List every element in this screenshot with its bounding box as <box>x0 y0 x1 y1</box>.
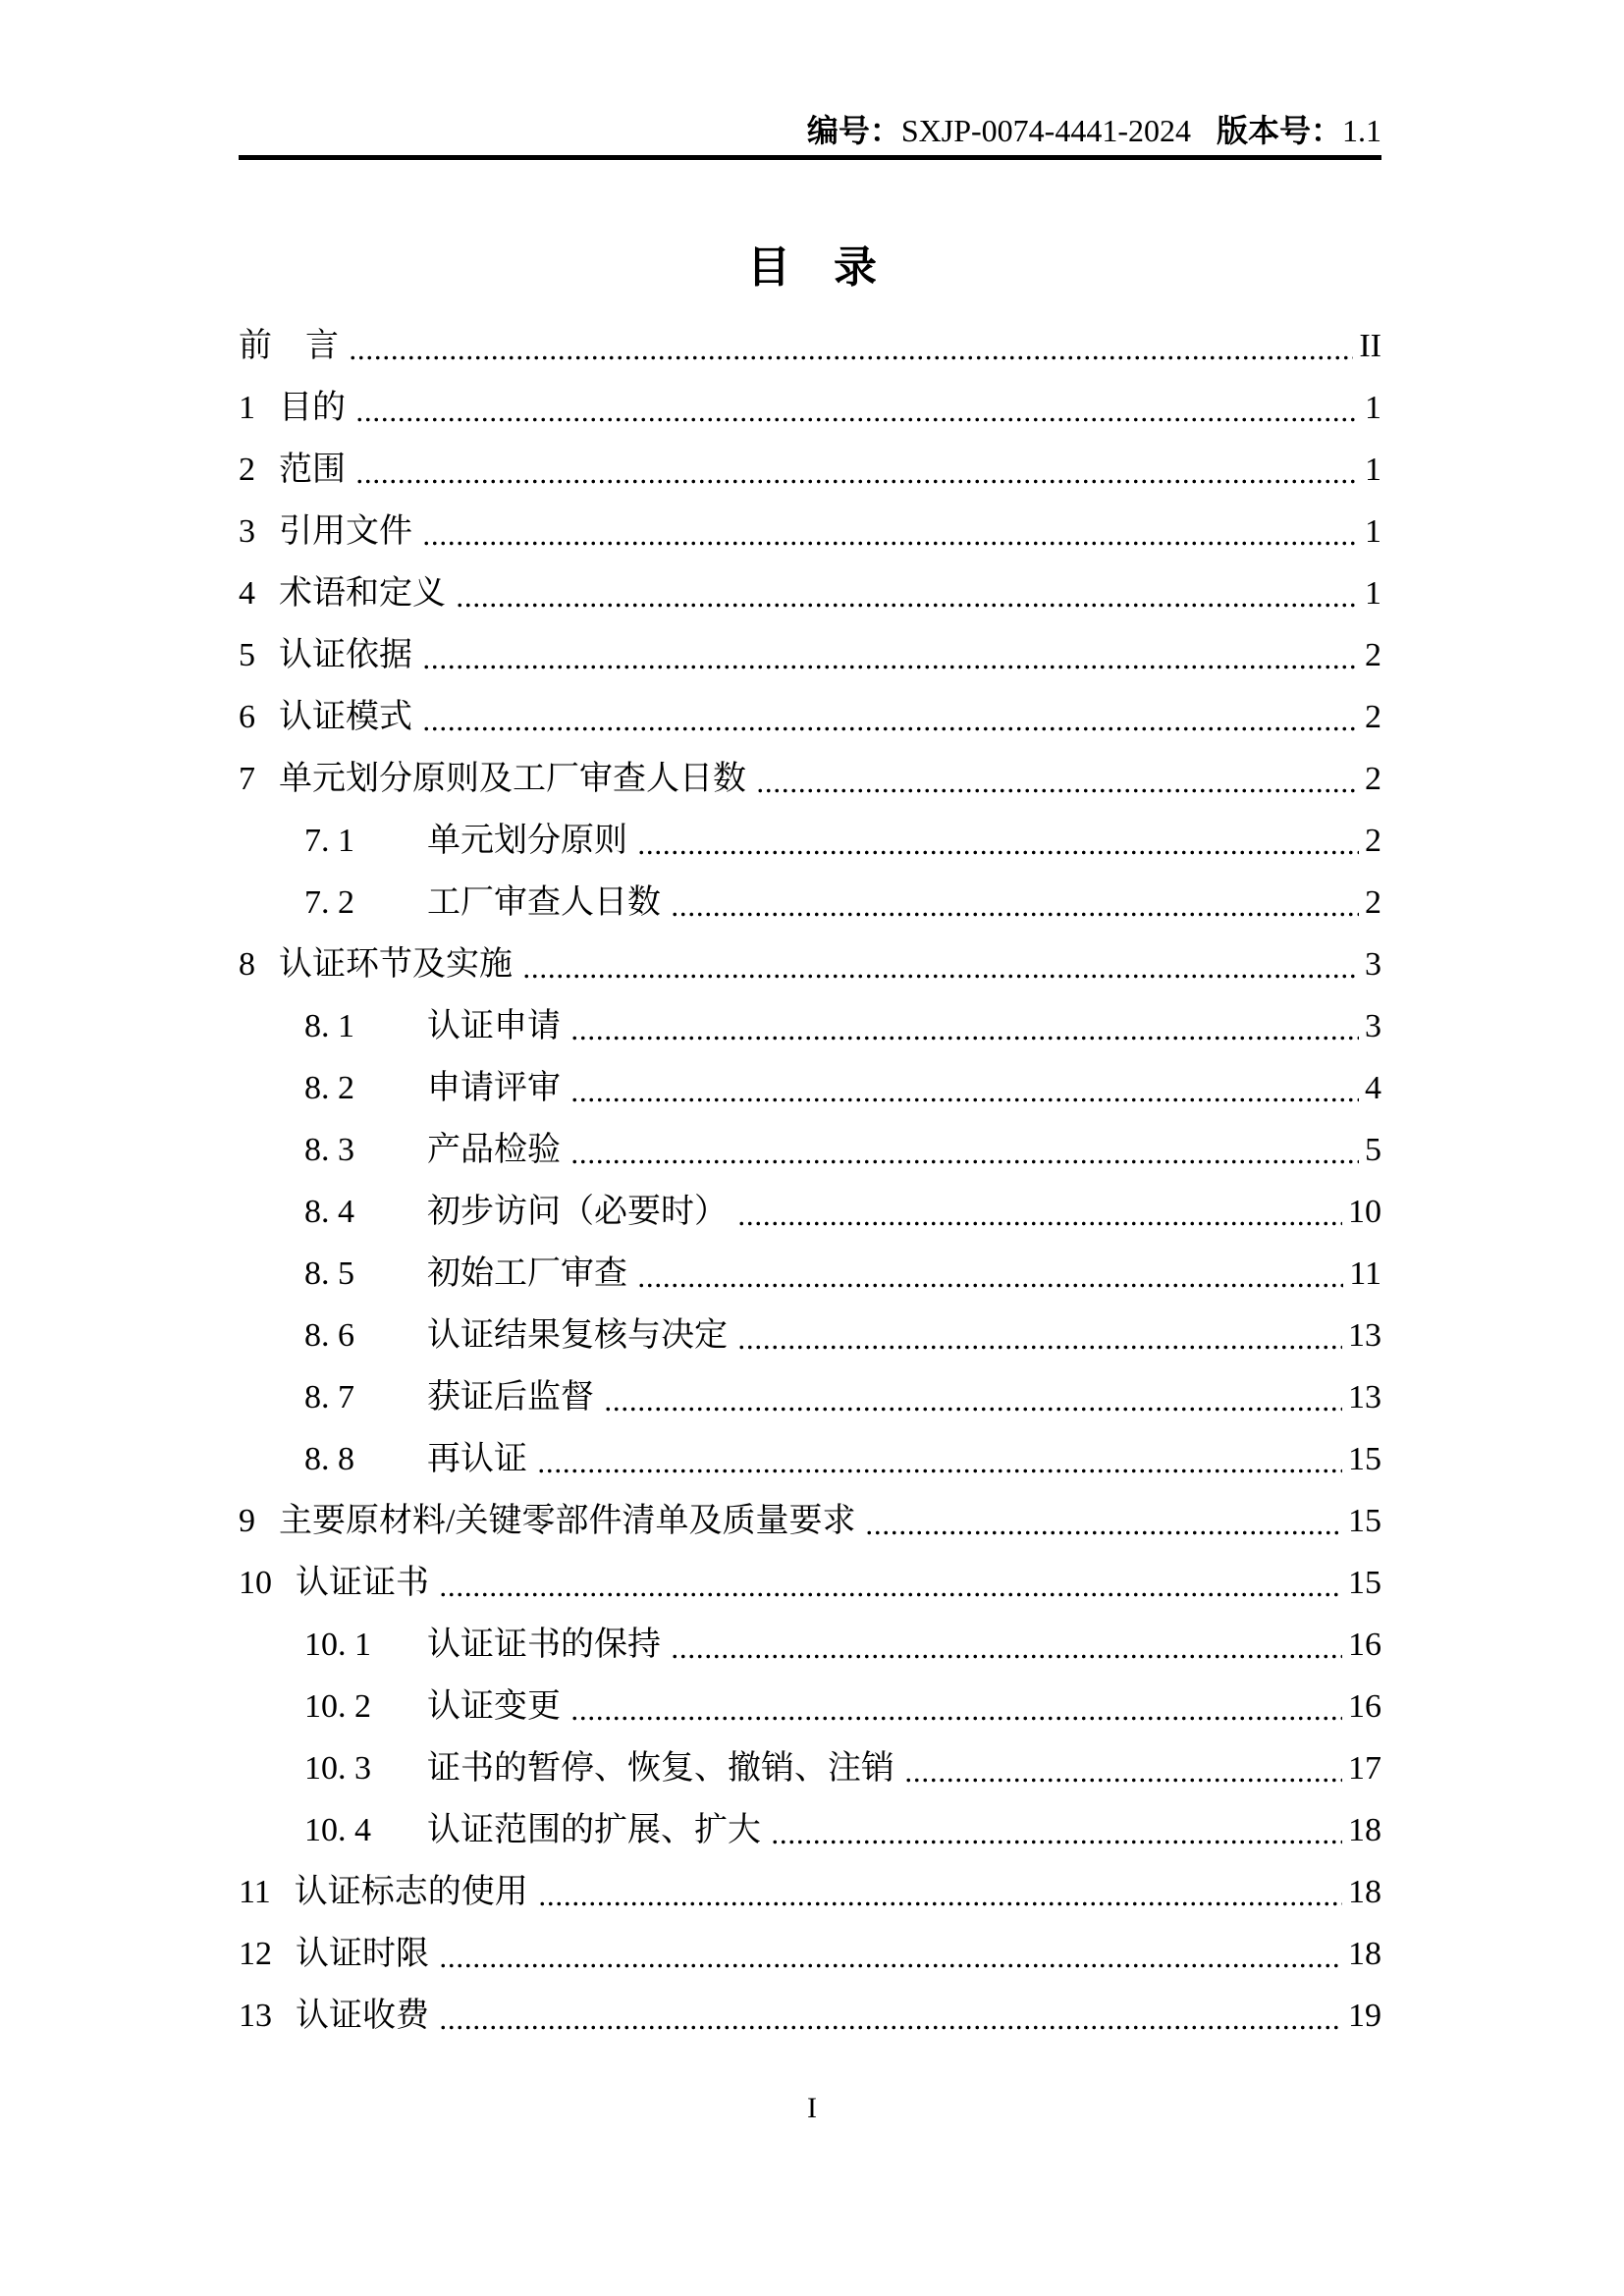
toc-entry-title: 再认证 <box>427 1441 527 1477</box>
toc-entry-page: 2 <box>1365 637 1381 673</box>
toc-entry-number: 8. 6 <box>304 1317 354 1354</box>
page-title: 目 录 <box>747 243 877 292</box>
toc-entry-page: 1 <box>1365 390 1381 426</box>
toc-entry-page: 2 <box>1365 761 1381 797</box>
toc-entry-page: 13 <box>1348 1317 1381 1354</box>
toc-entry-page: 19 <box>1348 1998 1381 2034</box>
toc-entry-title: 认证申请 <box>427 1008 561 1044</box>
dot-leader <box>570 1159 1359 1164</box>
dot-leader <box>349 355 1353 360</box>
toc-entry-page: 13 <box>1348 1379 1381 1415</box>
toc-entry <box>239 1304 1381 1365</box>
toc-entry <box>239 871 1381 933</box>
toc-entry-page: 2 <box>1365 884 1381 921</box>
toc-entry-title: 认证结果复核与决定 <box>427 1317 728 1354</box>
toc-entry-page: 5 <box>1365 1132 1381 1168</box>
dot-leader <box>671 912 1359 917</box>
toc-entry-number: 10 <box>239 1565 272 1601</box>
toc-entry-page: 15 <box>1348 1503 1381 1539</box>
toc-entry <box>239 1613 1381 1675</box>
dot-leader <box>604 1407 1342 1412</box>
dot-leader <box>756 788 1359 793</box>
toc-entry <box>239 1365 1381 1427</box>
dot-leader <box>456 603 1359 608</box>
toc-entry-page: 3 <box>1365 1008 1381 1044</box>
toc-entry <box>239 314 1381 376</box>
toc-entry-page: 1 <box>1365 513 1381 550</box>
dot-leader <box>422 665 1359 669</box>
dot-leader <box>439 1592 1342 1597</box>
toc-entry-number: 10. 1 <box>304 1627 371 1663</box>
header-rule <box>239 155 1381 160</box>
toc-entry-title: 认证模式 <box>279 699 412 735</box>
toc-entry-title: 初始工厂审查 <box>427 1255 627 1292</box>
toc-entry-number: 8. 4 <box>304 1194 354 1230</box>
toc-entry-title: 认证变更 <box>427 1688 561 1725</box>
toc-entry-number: 11 <box>239 1874 271 1910</box>
dot-leader <box>439 1963 1342 1968</box>
toc-entry-number: 8. 8 <box>304 1441 354 1477</box>
dot-leader <box>737 1345 1342 1350</box>
toc-entry-title: 主要原材料/关键零部件清单及质量要求 <box>279 1503 856 1539</box>
toc-entry-page: 2 <box>1365 699 1381 735</box>
toc-entry-page: 18 <box>1348 1936 1381 1972</box>
footer-page-number: I <box>807 2092 817 2124</box>
toc-entry-title: 申请评审 <box>427 1070 561 1106</box>
toc-entry-number: 7 <box>239 761 255 797</box>
toc-entry-page: 3 <box>1365 946 1381 983</box>
dot-leader <box>570 1716 1342 1721</box>
toc-entry-title: 认证范围的扩展、扩大 <box>427 1812 761 1848</box>
toc-entry <box>239 933 1381 994</box>
toc-entry-title: 认证环节及实施 <box>279 946 513 983</box>
toc-entry-title: 证书的暂停、恢复、撤销、注销 <box>427 1750 894 1787</box>
version-value: 1.1 <box>1342 113 1381 148</box>
toc-entry-number: 8. 5 <box>304 1255 354 1292</box>
toc-entry-title: 获证后监督 <box>427 1379 594 1415</box>
toc-entry-number: 8. 2 <box>304 1070 354 1106</box>
toc-entry <box>239 1922 1381 1984</box>
toc-entry <box>239 1675 1381 1736</box>
toc-entry <box>239 623 1381 685</box>
toc-entry-page: 4 <box>1365 1070 1381 1106</box>
toc-entry-number: 1 <box>239 390 255 426</box>
dot-leader <box>355 479 1359 484</box>
toc-entry <box>239 1860 1381 1922</box>
dot-leader <box>671 1654 1342 1659</box>
toc-entry-title: 前 言 <box>239 328 339 364</box>
dot-leader <box>637 850 1359 855</box>
dot-leader <box>422 726 1359 731</box>
toc-entry <box>239 1798 1381 1860</box>
toc-entry-title: 认证证书 <box>296 1565 429 1601</box>
toc-entry-number: 4 <box>239 575 255 612</box>
toc-entry-number: 12 <box>239 1936 272 1972</box>
toc-entry <box>239 1180 1381 1242</box>
dot-leader <box>537 1468 1342 1473</box>
toc-entry-title: 单元划分原则及工厂审查人日数 <box>279 761 746 797</box>
dot-leader <box>522 974 1359 979</box>
toc-entry-title: 工厂审查人日数 <box>427 884 661 921</box>
toc-entry <box>239 1427 1381 1489</box>
toc-entry <box>239 500 1381 561</box>
toc-entry-title: 认证时限 <box>296 1936 429 1972</box>
toc-entry <box>239 685 1381 747</box>
toc-entry-number: 8 <box>239 946 255 983</box>
toc-entry-page: 2 <box>1365 823 1381 859</box>
toc-entry-title: 单元划分原则 <box>427 823 627 859</box>
toc-entry <box>239 809 1381 871</box>
toc-entry-page: 1 <box>1365 452 1381 488</box>
dot-leader <box>737 1221 1342 1226</box>
doc-number-label: 编号： <box>806 113 901 148</box>
toc-entry-number: 9 <box>239 1503 255 1539</box>
toc-entry-page: 15 <box>1348 1565 1381 1601</box>
toc-entry-number: 6 <box>239 699 255 735</box>
toc-entry-page: II <box>1359 328 1381 364</box>
toc-entry-title: 产品检验 <box>427 1132 561 1168</box>
toc-entry-page: 16 <box>1348 1627 1381 1663</box>
toc-entry-number: 10. 2 <box>304 1688 371 1725</box>
toc-entry-page: 17 <box>1348 1750 1381 1787</box>
toc-entry-number: 7. 2 <box>304 884 354 921</box>
toc-entry-page: 16 <box>1348 1688 1381 1725</box>
toc-entry-title: 范围 <box>279 452 346 488</box>
toc-entry-number: 13 <box>239 1998 272 2034</box>
toc-entry-number: 8. 7 <box>304 1379 354 1415</box>
toc-entry-title: 认证收费 <box>296 1998 429 2034</box>
toc-entry <box>239 1118 1381 1180</box>
toc-entry-title: 引用文件 <box>279 513 412 550</box>
toc-entry <box>239 1242 1381 1304</box>
toc-entry-title: 初步访问（必要时） <box>427 1194 728 1230</box>
dot-leader <box>355 417 1359 422</box>
toc-entry <box>239 994 1381 1056</box>
toc-entry-number: 7. 1 <box>304 823 354 859</box>
toc-entry-number: 8. 3 <box>304 1132 354 1168</box>
dot-leader <box>570 1036 1359 1041</box>
dot-leader <box>865 1530 1342 1535</box>
toc-entry <box>239 1489 1381 1551</box>
dot-leader <box>439 2025 1342 2030</box>
toc-entry-number: 10. 3 <box>304 1750 371 1787</box>
toc-entry-number: 3 <box>239 513 255 550</box>
toc-entry <box>239 1551 1381 1613</box>
toc-entry <box>239 438 1381 500</box>
doc-number-value: SXJP-0074-4441-2024 <box>900 113 1191 148</box>
dot-leader <box>904 1778 1342 1783</box>
toc-entry <box>239 1984 1381 2046</box>
dot-leader <box>538 1901 1342 1906</box>
toc-entry <box>239 1056 1381 1118</box>
toc-entry-page: 1 <box>1365 575 1381 612</box>
toc-entry-title: 术语和定义 <box>279 575 446 612</box>
toc-entry-page: 10 <box>1348 1194 1381 1230</box>
toc-entry-title: 认证依据 <box>279 637 412 673</box>
toc-entry <box>239 561 1381 623</box>
toc-entry <box>239 1736 1381 1798</box>
toc-entry-page: 18 <box>1348 1874 1381 1910</box>
document-header <box>239 108 1381 153</box>
toc-entry-number: 5 <box>239 637 255 673</box>
toc-entry <box>239 747 1381 809</box>
toc-entry-page: 15 <box>1348 1441 1381 1477</box>
version-label: 版本号： <box>1216 113 1342 148</box>
toc-entry <box>239 376 1381 438</box>
dot-leader <box>771 1840 1342 1844</box>
toc-entry-page: 11 <box>1349 1255 1381 1292</box>
dot-leader <box>637 1283 1343 1288</box>
toc-entry-number: 8. 1 <box>304 1008 354 1044</box>
dot-leader <box>422 541 1359 546</box>
toc-entry-number: 2 <box>239 452 255 488</box>
toc-entry-title: 目的 <box>279 390 346 426</box>
dot-leader <box>570 1097 1359 1102</box>
toc-entry-title: 认证证书的保持 <box>427 1627 661 1663</box>
toc-entry-title: 认证标志的使用 <box>294 1874 528 1910</box>
toc-entry-number: 10. 4 <box>304 1812 371 1848</box>
toc <box>239 314 1381 2046</box>
toc-entry-page: 18 <box>1348 1812 1381 1848</box>
